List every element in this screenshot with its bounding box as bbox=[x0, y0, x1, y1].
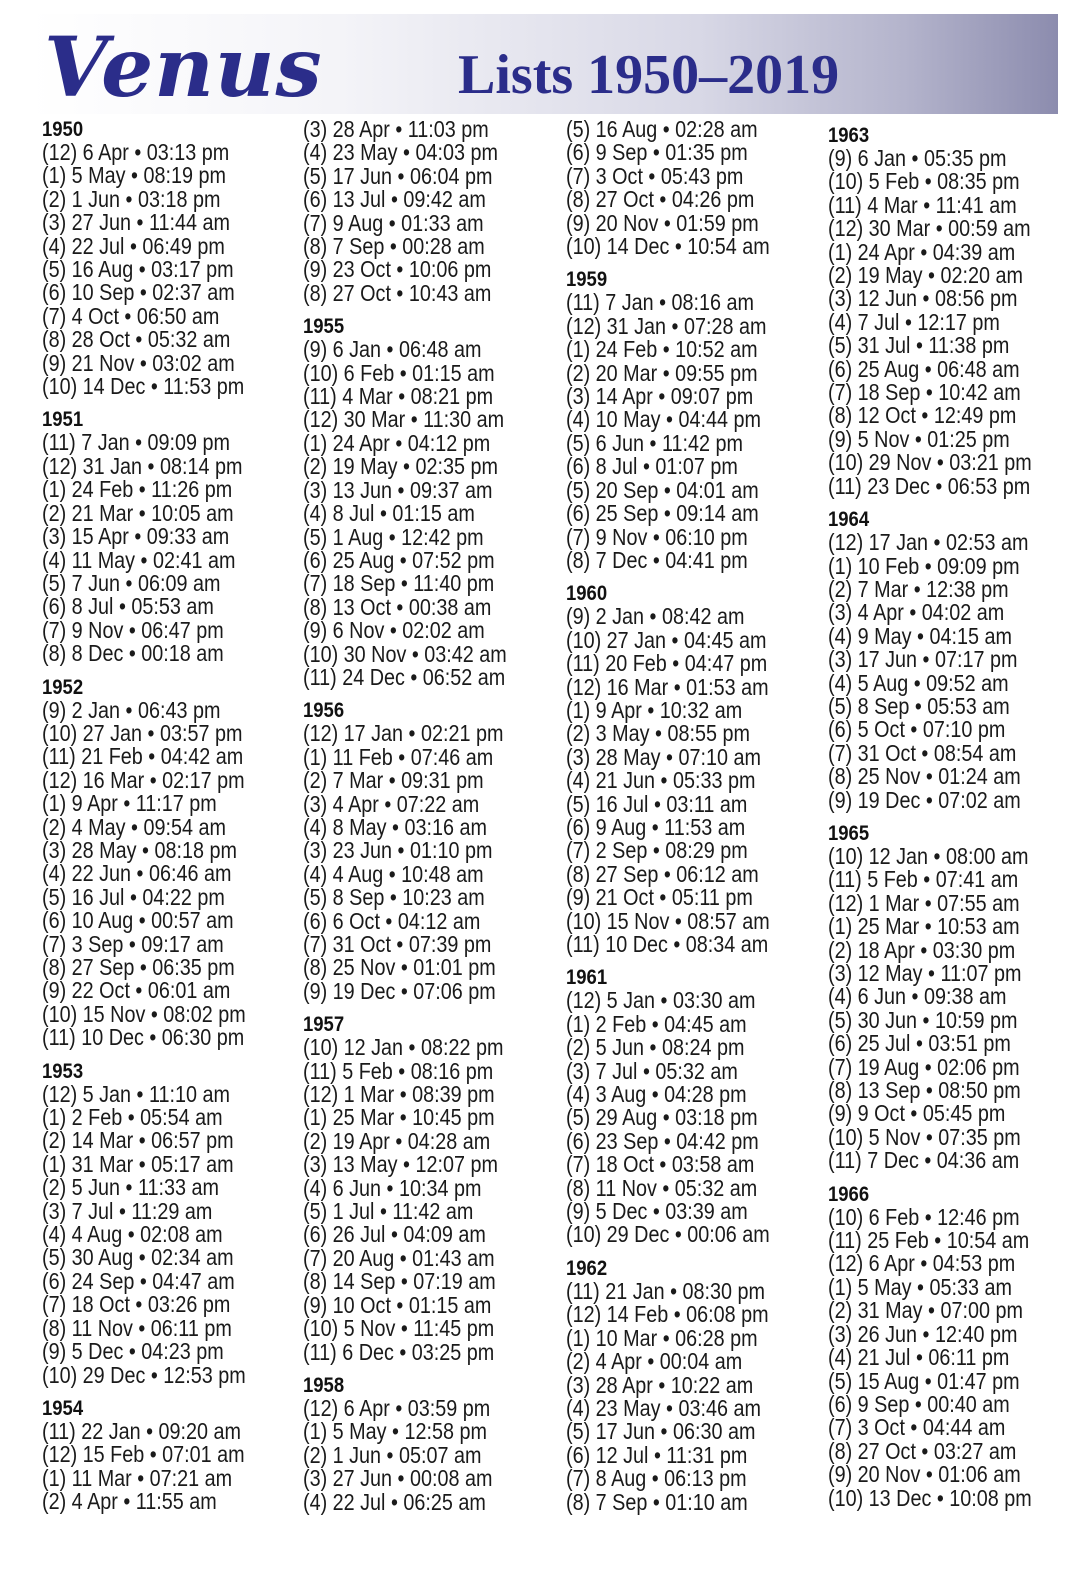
date-entry: (10) 15 Nov • 08:57 am bbox=[566, 907, 770, 934]
date-entry: (11) 6 Dec • 03:25 pm bbox=[303, 1338, 495, 1365]
year-heading: 1957 bbox=[303, 1013, 345, 1037]
date-entry: (3) 4 Apr • 07:22 am bbox=[303, 790, 480, 817]
date-entry: (10) 5 Nov • 07:35 pm bbox=[828, 1123, 1021, 1150]
date-entry: (8) 28 Oct • 05:32 am bbox=[42, 326, 231, 353]
date-entry: (9) 2 Jan • 06:43 pm bbox=[42, 696, 221, 723]
date-entry: (10) 6 Feb • 01:15 am bbox=[303, 359, 495, 386]
date-entry: (4) 6 Jun • 10:34 pm bbox=[303, 1174, 482, 1201]
date-entry: (6) 10 Sep • 02:37 am bbox=[42, 279, 235, 306]
date-entry: (9) 6 Jan • 06:48 am bbox=[303, 336, 482, 363]
date-entry: (4) 8 Jul • 01:15 am bbox=[303, 500, 475, 527]
date-entry: (11) 21 Feb • 04:42 am bbox=[42, 743, 244, 770]
year-heading: 1966 bbox=[828, 1182, 870, 1206]
date-entry: (8) 27 Oct • 03:27 am bbox=[828, 1437, 1017, 1464]
date-entry: (3) 12 Jun • 08:56 pm bbox=[828, 285, 1018, 312]
date-entry: (1) 24 Feb • 11:26 pm bbox=[42, 476, 233, 503]
date-entry: (1) 5 May • 08:19 pm bbox=[42, 162, 226, 189]
date-entry: (10) 27 Jan • 04:45 am bbox=[566, 626, 767, 653]
date-entry: (8) 7 Sep • 01:10 am bbox=[566, 1488, 748, 1515]
date-entry: (6) 9 Sep • 01:35 pm bbox=[566, 139, 748, 166]
date-entry: (1) 31 Mar • 05:17 am bbox=[42, 1150, 234, 1177]
date-entry: (6) 8 Jul • 01:07 pm bbox=[566, 453, 738, 480]
date-entry: (9) 21 Oct • 05:11 pm bbox=[566, 884, 753, 911]
date-entry: (5) 30 Aug • 02:34 am bbox=[42, 1244, 234, 1271]
date-entry: (9) 6 Nov • 02:02 am bbox=[303, 617, 485, 644]
date-entry: (3) 4 Apr • 04:02 am bbox=[828, 599, 1005, 626]
date-entry: (3) 17 Jun • 07:17 pm bbox=[828, 646, 1018, 673]
date-entry: (1) 24 Feb • 10:52 am bbox=[566, 336, 758, 363]
date-entry: (12) 17 Jan • 02:21 pm bbox=[303, 720, 504, 747]
date-entry: (1) 10 Feb • 09:09 pm bbox=[828, 552, 1020, 579]
date-entry: (5) 16 Aug • 03:17 pm bbox=[42, 256, 234, 283]
date-entry: (2) 4 May • 09:54 am bbox=[42, 813, 226, 840]
date-entry: (9) 6 Jan • 05:35 pm bbox=[828, 145, 1007, 171]
date-entry: (11) 22 Jan • 09:20 am bbox=[42, 1417, 241, 1444]
date-entry: (1) 2 Feb • 05:54 am bbox=[42, 1104, 223, 1131]
date-entry: (2) 3 May • 08:55 pm bbox=[566, 720, 750, 747]
date-entry: (5) 15 Aug • 01:47 pm bbox=[828, 1367, 1020, 1394]
date-entry: (2) 21 Mar • 10:05 am bbox=[42, 499, 234, 526]
date-entry: (12) 16 Mar • 02:17 pm bbox=[42, 766, 245, 793]
date-entry: (7) 3 Sep • 09:17 am bbox=[42, 930, 224, 957]
date-entry: (5) 16 Jul • 03:11 am bbox=[566, 790, 748, 817]
date-entry: (11) 20 Feb • 04:47 pm bbox=[566, 650, 768, 677]
date-entry: (10) 6 Feb • 12:46 pm bbox=[828, 1203, 1020, 1230]
year-block bbox=[566, 1257, 821, 1514]
date-entry: (3) 28 May • 08:18 pm bbox=[42, 836, 237, 863]
year-heading: 1959 bbox=[566, 268, 608, 292]
date-entry: (8) 27 Oct • 10:43 am bbox=[303, 279, 492, 306]
date-entry: (10) 5 Nov • 11:45 pm bbox=[303, 1315, 495, 1342]
year-heading: 1956 bbox=[303, 699, 345, 723]
date-entry: (8) 11 Nov • 06:11 pm bbox=[42, 1314, 232, 1341]
year-heading: 1965 bbox=[828, 821, 870, 845]
date-entry: (5) 16 Jul • 04:22 pm bbox=[42, 883, 225, 910]
date-entry: (12) 31 Jan • 08:14 pm bbox=[42, 452, 243, 479]
date-entry: (2) 20 Mar • 09:55 pm bbox=[566, 359, 758, 386]
date-entry: (5) 29 Aug • 03:18 pm bbox=[566, 1104, 758, 1131]
date-entry: (3) 28 Apr • 11:03 pm bbox=[303, 116, 489, 142]
year-heading: 1951 bbox=[42, 408, 84, 432]
date-entry: (1) 5 May • 05:33 am bbox=[828, 1273, 1012, 1300]
date-entry: (6) 9 Aug • 11:53 am bbox=[566, 813, 746, 840]
date-entry: (2) 4 Apr • 11:55 am bbox=[42, 1488, 217, 1515]
date-entry: (2) 5 Jun • 11:33 am bbox=[42, 1174, 219, 1201]
date-entry: (10) 29 Dec • 00:06 am bbox=[566, 1221, 770, 1248]
date-entry: (9) 21 Nov • 03:02 am bbox=[42, 349, 235, 376]
date-entry: (10) 15 Nov • 08:02 pm bbox=[42, 1000, 246, 1027]
date-entry: (10) 30 Nov • 03:42 am bbox=[303, 640, 507, 667]
date-entry: (2) 5 Jun • 08:24 pm bbox=[566, 1034, 745, 1061]
year-block bbox=[303, 699, 558, 1003]
date-entry: (1) 11 Mar • 07:21 am bbox=[42, 1464, 233, 1491]
year-heading: 1958 bbox=[303, 1373, 345, 1397]
date-entry: (5) 16 Aug • 02:28 am bbox=[566, 116, 758, 142]
date-entry: (5) 6 Jun • 11:42 pm bbox=[566, 429, 743, 456]
date-entry: (5) 17 Jun • 06:04 pm bbox=[303, 162, 493, 189]
date-entry: (3) 28 Apr • 10:22 am bbox=[566, 1371, 754, 1398]
continued-entries bbox=[566, 118, 821, 258]
date-entry: (12) 16 Mar • 01:53 am bbox=[566, 673, 769, 700]
date-entry: (7) 4 Oct • 06:50 am bbox=[42, 302, 220, 329]
year-heading: 1955 bbox=[303, 315, 345, 339]
date-entry: (10) 14 Dec • 10:54 am bbox=[566, 233, 770, 260]
year-block bbox=[303, 1374, 558, 1514]
date-entry: (12) 14 Feb • 06:08 pm bbox=[566, 1301, 769, 1328]
date-entry: (11) 23 Dec • 06:53 pm bbox=[828, 472, 1031, 499]
date-entry: (4) 21 Jul • 06:11 pm bbox=[828, 1344, 1010, 1371]
date-entry: (9) 19 Dec • 07:02 am bbox=[828, 786, 1021, 813]
date-entry: (6) 25 Aug • 06:48 am bbox=[828, 355, 1020, 382]
date-entry: (8) 14 Sep • 07:19 am bbox=[303, 1268, 496, 1295]
date-entry: (11) 24 Dec • 06:52 am bbox=[303, 663, 506, 690]
year-block bbox=[566, 268, 821, 572]
date-entry: (2) 7 Mar • 12:38 pm bbox=[828, 575, 1009, 602]
date-entry: (4) 3 Aug • 04:28 pm bbox=[566, 1081, 747, 1108]
date-entry: (3) 13 Jun • 09:37 am bbox=[303, 476, 493, 503]
date-entry: (3) 7 Jul • 05:32 am bbox=[566, 1057, 738, 1084]
date-entry: (5) 1 Aug • 12:42 pm bbox=[303, 523, 484, 550]
date-entry: (11) 25 Feb • 10:54 am bbox=[828, 1227, 1030, 1254]
date-entry: (6) 6 Oct • 04:12 am bbox=[303, 907, 481, 934]
column-1 bbox=[42, 118, 297, 1524]
date-entry: (12) 5 Jan • 03:30 am bbox=[566, 987, 756, 1014]
year-block bbox=[828, 124, 1080, 498]
date-entry: (9) 5 Dec • 03:39 am bbox=[566, 1198, 748, 1225]
date-entry: (6) 12 Jul • 11:31 pm bbox=[566, 1441, 748, 1468]
date-entry: (9) 5 Nov • 01:25 pm bbox=[828, 425, 1010, 452]
date-entry: (5) 8 Sep • 05:53 am bbox=[828, 692, 1010, 719]
year-block bbox=[42, 118, 297, 398]
date-entry: (8) 8 Dec • 00:18 am bbox=[42, 640, 224, 667]
date-entry: (2) 19 May • 02:20 am bbox=[828, 262, 1023, 289]
date-entry: (1) 5 May • 12:58 pm bbox=[303, 1418, 487, 1445]
date-entry: (6) 25 Jul • 03:51 pm bbox=[828, 1030, 1011, 1057]
date-entry: (10) 29 Dec • 12:53 pm bbox=[42, 1361, 246, 1388]
date-entry: (2) 7 Mar • 09:31 pm bbox=[303, 767, 484, 794]
date-entry: (11) 7 Jan • 09:09 pm bbox=[42, 429, 230, 456]
date-entry: (8) 12 Oct • 12:49 pm bbox=[828, 402, 1017, 429]
date-entry: (12) 30 Mar • 11:30 am bbox=[303, 406, 505, 433]
date-entry: (7) 18 Oct • 03:58 am bbox=[566, 1151, 755, 1178]
date-entry: (8) 27 Oct • 04:26 pm bbox=[566, 186, 755, 213]
year-block bbox=[303, 315, 558, 689]
year-block bbox=[828, 508, 1080, 812]
date-entry: (7) 8 Aug • 06:13 pm bbox=[566, 1465, 747, 1492]
date-entry: (10) 12 Jan • 08:00 am bbox=[828, 842, 1029, 869]
date-entry: (4) 6 Jun • 09:38 am bbox=[828, 983, 1007, 1010]
date-entry: (6) 13 Jul • 09:42 am bbox=[303, 186, 486, 213]
date-entry: (12) 1 Mar • 08:39 pm bbox=[303, 1081, 495, 1108]
date-entry: (12) 5 Jan • 11:10 am bbox=[42, 1080, 230, 1107]
date-entry: (9) 19 Dec • 07:06 pm bbox=[303, 977, 496, 1004]
date-entry: (4) 8 May • 03:16 am bbox=[303, 813, 487, 840]
date-entry: (9) 5 Dec • 04:23 pm bbox=[42, 1338, 224, 1365]
year-heading: 1964 bbox=[828, 508, 870, 532]
column-3 bbox=[566, 118, 821, 1524]
date-entry: (10) 27 Jan • 03:57 pm bbox=[42, 719, 243, 746]
date-entry: (9) 20 Nov • 01:06 am bbox=[828, 1461, 1021, 1488]
date-entry: (5) 31 Jul • 11:38 pm bbox=[828, 332, 1010, 359]
date-entry: (5) 7 Jun • 06:09 am bbox=[42, 569, 221, 596]
date-entry: (8) 25 Nov • 01:01 pm bbox=[303, 954, 496, 981]
date-entry: (4) 4 Aug • 10:48 am bbox=[303, 860, 484, 887]
date-entry: (12) 15 Feb • 07:01 am bbox=[42, 1441, 245, 1468]
year-block bbox=[42, 408, 297, 665]
date-entry: (6) 8 Jul • 05:53 am bbox=[42, 593, 214, 620]
date-entry: (11) 4 Mar • 08:21 pm bbox=[303, 383, 494, 410]
date-entry: (6) 24 Sep • 04:47 am bbox=[42, 1267, 235, 1294]
date-entry: (3) 23 Jun • 01:10 pm bbox=[303, 837, 493, 864]
date-entry: (7) 3 Oct • 05:43 pm bbox=[566, 162, 744, 189]
date-entry: (9) 22 Oct • 06:01 am bbox=[42, 977, 231, 1004]
date-entry: (8) 13 Sep • 08:50 pm bbox=[828, 1077, 1021, 1104]
date-entry: (11) 4 Mar • 11:41 am bbox=[828, 191, 1017, 218]
page-header bbox=[30, 14, 1058, 114]
date-entry: (11) 21 Jan • 08:30 pm bbox=[566, 1277, 765, 1304]
date-entry: (2) 1 Jun • 03:18 pm bbox=[42, 185, 221, 212]
planet-title: Venus bbox=[44, 20, 323, 116]
date-entry: (3) 26 Jun • 12:40 pm bbox=[828, 1320, 1018, 1347]
date-entry: (12) 6 Apr • 04:53 pm bbox=[828, 1250, 1016, 1277]
date-entry: (9) 23 Oct • 10:06 pm bbox=[303, 256, 492, 283]
date-entry: (1) 24 Apr • 04:39 am bbox=[828, 238, 1016, 265]
date-entry: (7) 9 Nov • 06:10 pm bbox=[566, 523, 748, 550]
year-block bbox=[566, 966, 821, 1246]
date-entry: (9) 10 Oct • 01:15 am bbox=[303, 1291, 492, 1318]
date-entry: (11) 10 Dec • 08:34 am bbox=[566, 931, 769, 957]
date-entry: (7) 18 Sep • 10:42 am bbox=[828, 379, 1021, 406]
date-entry: (8) 13 Oct • 00:38 am bbox=[303, 593, 492, 620]
date-entry: (5) 1 Jul • 11:42 am bbox=[303, 1198, 474, 1225]
date-entry: (12) 31 Jan • 07:28 am bbox=[566, 312, 767, 339]
date-entry: (8) 11 Nov • 05:32 am bbox=[566, 1174, 758, 1201]
date-entry: (7) 18 Oct • 03:26 pm bbox=[42, 1291, 231, 1318]
date-entry: (11) 10 Dec • 06:30 pm bbox=[42, 1024, 245, 1051]
date-entry: (11) 5 Feb • 07:41 am bbox=[828, 866, 1019, 893]
date-entry: (4) 10 May • 04:44 pm bbox=[566, 406, 761, 433]
date-entry: (2) 4 Apr • 00:04 am bbox=[566, 1348, 743, 1375]
date-entry: (2) 18 Apr • 03:30 pm bbox=[828, 936, 1016, 963]
date-entry: (1) 2 Feb • 04:45 am bbox=[566, 1010, 747, 1037]
continued-entries bbox=[303, 118, 558, 305]
date-entry: (1) 24 Apr • 04:12 pm bbox=[303, 429, 491, 456]
date-entry: (4) 22 Jul • 06:25 am bbox=[303, 1488, 486, 1515]
year-heading: 1961 bbox=[566, 966, 608, 990]
date-entry: (10) 12 Jan • 08:22 pm bbox=[303, 1034, 504, 1061]
year-block bbox=[42, 676, 297, 1050]
date-entry: (4) 9 May • 04:15 am bbox=[828, 622, 1012, 649]
date-entry: (10) 14 Dec • 11:53 pm bbox=[42, 373, 245, 400]
date-entry: (4) 7 Jul • 12:17 pm bbox=[828, 308, 1000, 335]
date-entry: (2) 19 May • 02:35 pm bbox=[303, 453, 498, 480]
date-entry: (11) 7 Dec • 04:36 am bbox=[828, 1147, 1020, 1174]
year-heading: 1953 bbox=[42, 1059, 84, 1083]
date-entry: (7) 9 Nov • 06:47 pm bbox=[42, 616, 224, 643]
date-entry: (7) 31 Oct • 08:54 am bbox=[828, 739, 1017, 766]
date-entry: (2) 14 Mar • 06:57 pm bbox=[42, 1127, 234, 1154]
date-entry: (3) 12 May • 11:07 pm bbox=[828, 960, 1022, 986]
date-entry: (1) 11 Feb • 07:46 am bbox=[303, 743, 494, 770]
date-entry: (4) 22 Jun • 06:46 am bbox=[42, 860, 232, 887]
date-entry: (3) 28 May • 07:10 am bbox=[566, 743, 761, 770]
date-entry: (7) 31 Oct • 07:39 pm bbox=[303, 931, 492, 957]
date-entry: (9) 9 Oct • 05:45 pm bbox=[828, 1100, 1006, 1127]
date-entry: (4) 22 Jul • 06:49 pm bbox=[42, 232, 225, 259]
lists-title: Lists 1950–2019 bbox=[458, 44, 840, 106]
date-entry: (9) 20 Nov • 01:59 pm bbox=[566, 209, 759, 236]
year-block bbox=[828, 822, 1080, 1173]
year-block bbox=[566, 582, 821, 956]
date-entry: (5) 17 Jun • 06:30 am bbox=[566, 1418, 756, 1445]
date-entry: (7) 19 Aug • 02:06 pm bbox=[828, 1053, 1020, 1080]
date-entry: (1) 9 Apr • 11:17 pm bbox=[42, 790, 217, 817]
date-entry: (12) 6 Apr • 03:59 pm bbox=[303, 1394, 491, 1421]
date-entry: (3) 15 Apr • 09:33 am bbox=[42, 523, 230, 550]
year-block bbox=[828, 1183, 1080, 1510]
year-block bbox=[42, 1060, 297, 1387]
column-4 bbox=[828, 124, 1080, 1520]
date-entry: (8) 27 Sep • 06:12 am bbox=[566, 860, 759, 887]
date-entry: (6) 25 Sep • 09:14 am bbox=[566, 500, 759, 527]
date-entry: (11) 7 Jan • 08:16 am bbox=[566, 289, 754, 316]
date-entry: (7) 3 Oct • 04:44 am bbox=[828, 1414, 1006, 1441]
column-2 bbox=[303, 118, 558, 1524]
date-entry: (3) 7 Jul • 11:29 am bbox=[42, 1197, 213, 1224]
date-entry: (12) 6 Apr • 03:13 pm bbox=[42, 139, 230, 165]
date-entry: (4) 5 Aug • 09:52 am bbox=[828, 669, 1009, 696]
date-entry: (6) 26 Jul • 04:09 am bbox=[303, 1221, 486, 1248]
date-entry: (11) 5 Feb • 08:16 pm bbox=[303, 1057, 494, 1084]
date-entry: (8) 27 Sep • 06:35 pm bbox=[42, 954, 235, 980]
date-entry: (3) 27 Jun • 11:44 am bbox=[42, 209, 230, 236]
year-heading: 1962 bbox=[566, 1256, 608, 1280]
date-entry: (5) 8 Sep • 10:23 am bbox=[303, 884, 485, 911]
date-entry: (1) 10 Mar • 06:28 pm bbox=[566, 1324, 758, 1351]
date-entry: (7) 18 Sep • 11:40 pm bbox=[303, 570, 495, 597]
date-entry: (6) 10 Aug • 00:57 am bbox=[42, 907, 234, 934]
date-entry: (12) 30 Mar • 00:59 am bbox=[828, 215, 1031, 242]
date-entry: (9) 2 Jan • 08:42 am bbox=[566, 603, 745, 630]
date-entry: (1) 25 Mar • 10:53 am bbox=[828, 913, 1020, 940]
year-block bbox=[42, 1397, 297, 1514]
date-entry: (1) 25 Mar • 10:45 pm bbox=[303, 1104, 495, 1131]
year-heading: 1952 bbox=[42, 675, 84, 699]
date-entry: (6) 5 Oct • 07:10 pm bbox=[828, 716, 1006, 743]
date-entry: (3) 13 May • 12:07 pm bbox=[303, 1151, 498, 1178]
date-entry: (3) 27 Jun • 00:08 am bbox=[303, 1465, 493, 1492]
date-entry: (4) 4 Aug • 02:08 am bbox=[42, 1221, 223, 1248]
date-entry: (10) 29 Nov • 03:21 pm bbox=[828, 449, 1032, 476]
date-entry: (7) 2 Sep • 08:29 pm bbox=[566, 837, 748, 864]
date-entry: (6) 25 Aug • 07:52 pm bbox=[303, 546, 495, 573]
date-entry: (4) 21 Jun • 05:33 pm bbox=[566, 767, 756, 794]
date-entry: (8) 7 Sep • 00:28 am bbox=[303, 233, 485, 260]
date-entry: (5) 20 Sep • 04:01 am bbox=[566, 476, 759, 503]
date-entry: (7) 9 Aug • 01:33 am bbox=[303, 209, 484, 236]
date-entry: (3) 14 Apr • 09:07 pm bbox=[566, 383, 754, 410]
year-heading: 1954 bbox=[42, 1396, 84, 1420]
date-entry: (6) 23 Sep • 04:42 pm bbox=[566, 1127, 759, 1154]
year-heading: 1960 bbox=[566, 582, 608, 606]
date-entry: (2) 1 Jun • 05:07 am bbox=[303, 1441, 482, 1468]
date-entry: (10) 5 Feb • 08:35 pm bbox=[828, 168, 1020, 195]
year-block bbox=[303, 1013, 558, 1364]
date-entry: (2) 31 May • 07:00 pm bbox=[828, 1297, 1023, 1324]
date-entry: (10) 13 Dec • 10:08 pm bbox=[828, 1484, 1032, 1511]
date-entry: (2) 19 Apr • 04:28 am bbox=[303, 1127, 491, 1154]
date-entry: (5) 30 Jun • 10:59 pm bbox=[828, 1006, 1018, 1033]
date-entry: (4) 11 May • 02:41 am bbox=[42, 546, 236, 573]
year-heading: 1963 bbox=[828, 124, 870, 147]
date-entry: (4) 23 May • 03:46 am bbox=[566, 1394, 761, 1421]
date-entry: (12) 1 Mar • 07:55 am bbox=[828, 889, 1020, 916]
date-entry: (4) 23 May • 04:03 pm bbox=[303, 139, 498, 166]
date-entry: (8) 7 Dec • 04:41 pm bbox=[566, 546, 748, 573]
date-entry: (7) 20 Aug • 01:43 am bbox=[303, 1244, 495, 1271]
date-entry: (8) 25 Nov • 01:24 am bbox=[828, 763, 1021, 790]
year-heading: 1950 bbox=[42, 118, 84, 141]
date-entry: (12) 17 Jan • 02:53 am bbox=[828, 529, 1029, 556]
date-entry: (6) 9 Sep • 00:40 am bbox=[828, 1390, 1010, 1417]
date-entry: (1) 9 Apr • 10:32 am bbox=[566, 696, 743, 723]
